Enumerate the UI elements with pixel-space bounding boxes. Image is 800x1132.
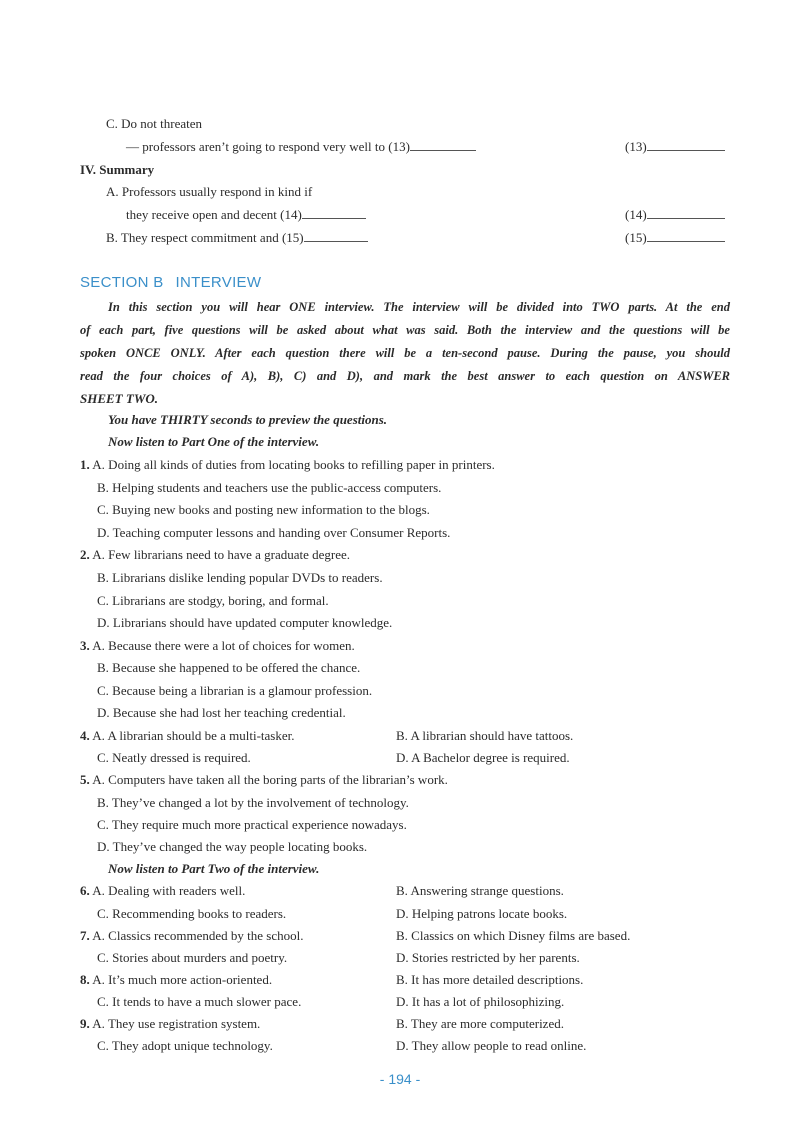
question-7-option-d: D. Stories restricted by her parents. <box>396 950 580 965</box>
question-8-option-c: C. It tends to have a much slower pace. <box>97 994 302 1009</box>
question-6-number: 6. <box>80 883 90 898</box>
summary-a: A. Professors usually respond in kind if <box>106 184 313 199</box>
blank-15-inline <box>304 230 368 242</box>
q4-a-text: A. A librarian should be a multi-tasker. <box>92 728 295 743</box>
part-one-instruction: Now listen to Part One of the interview. <box>108 434 320 449</box>
question-6-option-d: D. Helping patrons locate books. <box>396 906 568 921</box>
question-7-number: 7. <box>80 928 90 943</box>
q2-a-text: A. Few librarians need to have a graduate degree. <box>92 547 351 562</box>
question-3-option-c: C. Because being a librarian is a glamour profession. <box>97 683 373 698</box>
blank-14-inline <box>302 207 366 219</box>
summary-b <box>106 230 368 246</box>
question-4-number: 4. <box>80 728 90 743</box>
instruction-line-1: In this section you will hear ONE interview. The interview will be divided into TWO parts. At the end <box>108 300 730 314</box>
answer-13-blank <box>647 139 725 151</box>
answer-14-label: (14) <box>625 207 647 222</box>
question-4-option-d: D. A Bachelor degree is required. <box>396 750 570 765</box>
question-9-option-a <box>80 1016 260 1032</box>
answer-14 <box>625 207 725 223</box>
question-2-option-a <box>80 547 350 563</box>
part-two-instruction: Now listen to Part Two of the interview. <box>108 861 320 876</box>
question-8-number: 8. <box>80 972 90 987</box>
note-c-dash-line <box>126 139 476 155</box>
question-5-option-a <box>80 772 448 788</box>
question-8-option-d: D. It has a lot of philosophizing. <box>396 994 565 1009</box>
question-6-option-a <box>80 883 245 899</box>
instruction-line-5: SHEET TWO. <box>80 391 159 406</box>
question-1-option-a <box>80 457 495 473</box>
instruction-line-4: read the four choices of A), B), C) and D), and mark the best answer to each question on ANSWER <box>80 369 730 383</box>
question-1-option-d: D. Teaching computer lessons and handing over Consumer Reports. <box>97 525 451 540</box>
instruction-line-3: spoken ONCE ONLY. After each question there will be a ten-second pause. During the pause, you should <box>80 346 730 360</box>
q8-a-text: A. It’s much more action-oriented. <box>92 972 273 987</box>
question-6-option-b: B. Answering strange questions. <box>396 883 564 898</box>
page-number: - 194 - <box>379 1071 421 1087</box>
question-1-option-c: C. Buying new books and posting new information to the blogs. <box>97 502 430 517</box>
answer-13-label: (13) <box>625 139 647 154</box>
question-1-option-b: B. Helping students and teachers use the public-access computers. <box>97 480 442 495</box>
question-8-option-a <box>80 972 272 988</box>
q9-a-text: A. They use registration system. <box>92 1016 261 1031</box>
note-c-dash-text: — professors aren’t going to respond very well to (13) <box>126 139 410 154</box>
summary-b-text: B. They respect commitment and (15) <box>106 230 304 245</box>
section-title <box>80 274 261 291</box>
q5-a-text: A. Computers have taken all the boring parts of the librarian’s work. <box>92 772 448 787</box>
question-3-option-b: B. Because she happened to be offered the chance. <box>97 660 361 675</box>
answer-14-blank <box>647 207 725 219</box>
question-9-option-c: C. They adopt unique technology. <box>97 1038 273 1053</box>
question-3-option-d: D. Because she had lost her teaching credential. <box>97 705 346 720</box>
question-5-option-c: C. They require much more practical experience nowadays. <box>97 817 407 832</box>
question-5-number: 5. <box>80 772 90 787</box>
question-6-option-c: C. Recommending books to readers. <box>97 906 287 921</box>
section-label: SECTION B <box>80 274 164 291</box>
question-9-option-d: D. They allow people to read online. <box>396 1038 587 1053</box>
question-2-option-c: C. Librarians are stodgy, boring, and formal. <box>97 593 329 608</box>
question-4-option-a <box>80 728 294 744</box>
question-8-option-b: B. It has more detailed descriptions. <box>396 972 584 987</box>
instruction-line-2: of each part, five questions will be asked about what was said. Both the interview and the questions will be <box>80 323 730 337</box>
question-7-option-c: C. Stories about murders and poetry. <box>97 950 288 965</box>
question-3-number: 3. <box>80 638 90 653</box>
answer-15 <box>625 230 725 246</box>
answer-15-label: (15) <box>625 230 647 245</box>
question-3-option-a <box>80 638 355 654</box>
answer-13 <box>625 139 725 155</box>
question-2-option-b: B. Librarians dislike lending popular DVDs to readers. <box>97 570 383 585</box>
question-2-option-d: D. Librarians should have updated computer knowledge. <box>97 615 393 630</box>
question-7-option-b: B. Classics on which Disney films are based. <box>396 928 631 943</box>
question-7-option-a <box>80 928 304 944</box>
answer-15-blank <box>647 230 725 242</box>
q1-a-text: A. Doing all kinds of duties from locating books to refilling paper in printers. <box>92 457 495 472</box>
question-4-option-b: B. A librarian should have tattoos. <box>396 728 574 743</box>
summary-a-continued <box>126 207 366 223</box>
q3-a-text: A. Because there were a lot of choices for women. <box>92 638 355 653</box>
question-4-option-c: C. Neatly dressed is required. <box>97 750 251 765</box>
question-9-option-b: B. They are more computerized. <box>396 1016 564 1031</box>
preview-instruction: You have THIRTY seconds to preview the questions. <box>108 412 388 427</box>
q6-a-text: A. Dealing with readers well. <box>92 883 246 898</box>
question-9-number: 9. <box>80 1016 90 1031</box>
blank-13-inline <box>410 139 476 151</box>
summary-a2-text: they receive open and decent (14) <box>126 207 302 222</box>
note-c-do-not-threaten: C. Do not threaten <box>106 116 203 131</box>
question-1-number: 1. <box>80 457 90 472</box>
summary-heading: IV. Summary <box>80 162 155 177</box>
q7-a-text: A. Classics recommended by the school. <box>92 928 304 943</box>
question-5-option-d: D. They’ve changed the way people locating books. <box>97 839 368 854</box>
section-name: INTERVIEW <box>175 274 262 291</box>
question-2-number: 2. <box>80 547 90 562</box>
question-5-option-b: B. They’ve changed a lot by the involvement of technology. <box>97 795 409 810</box>
